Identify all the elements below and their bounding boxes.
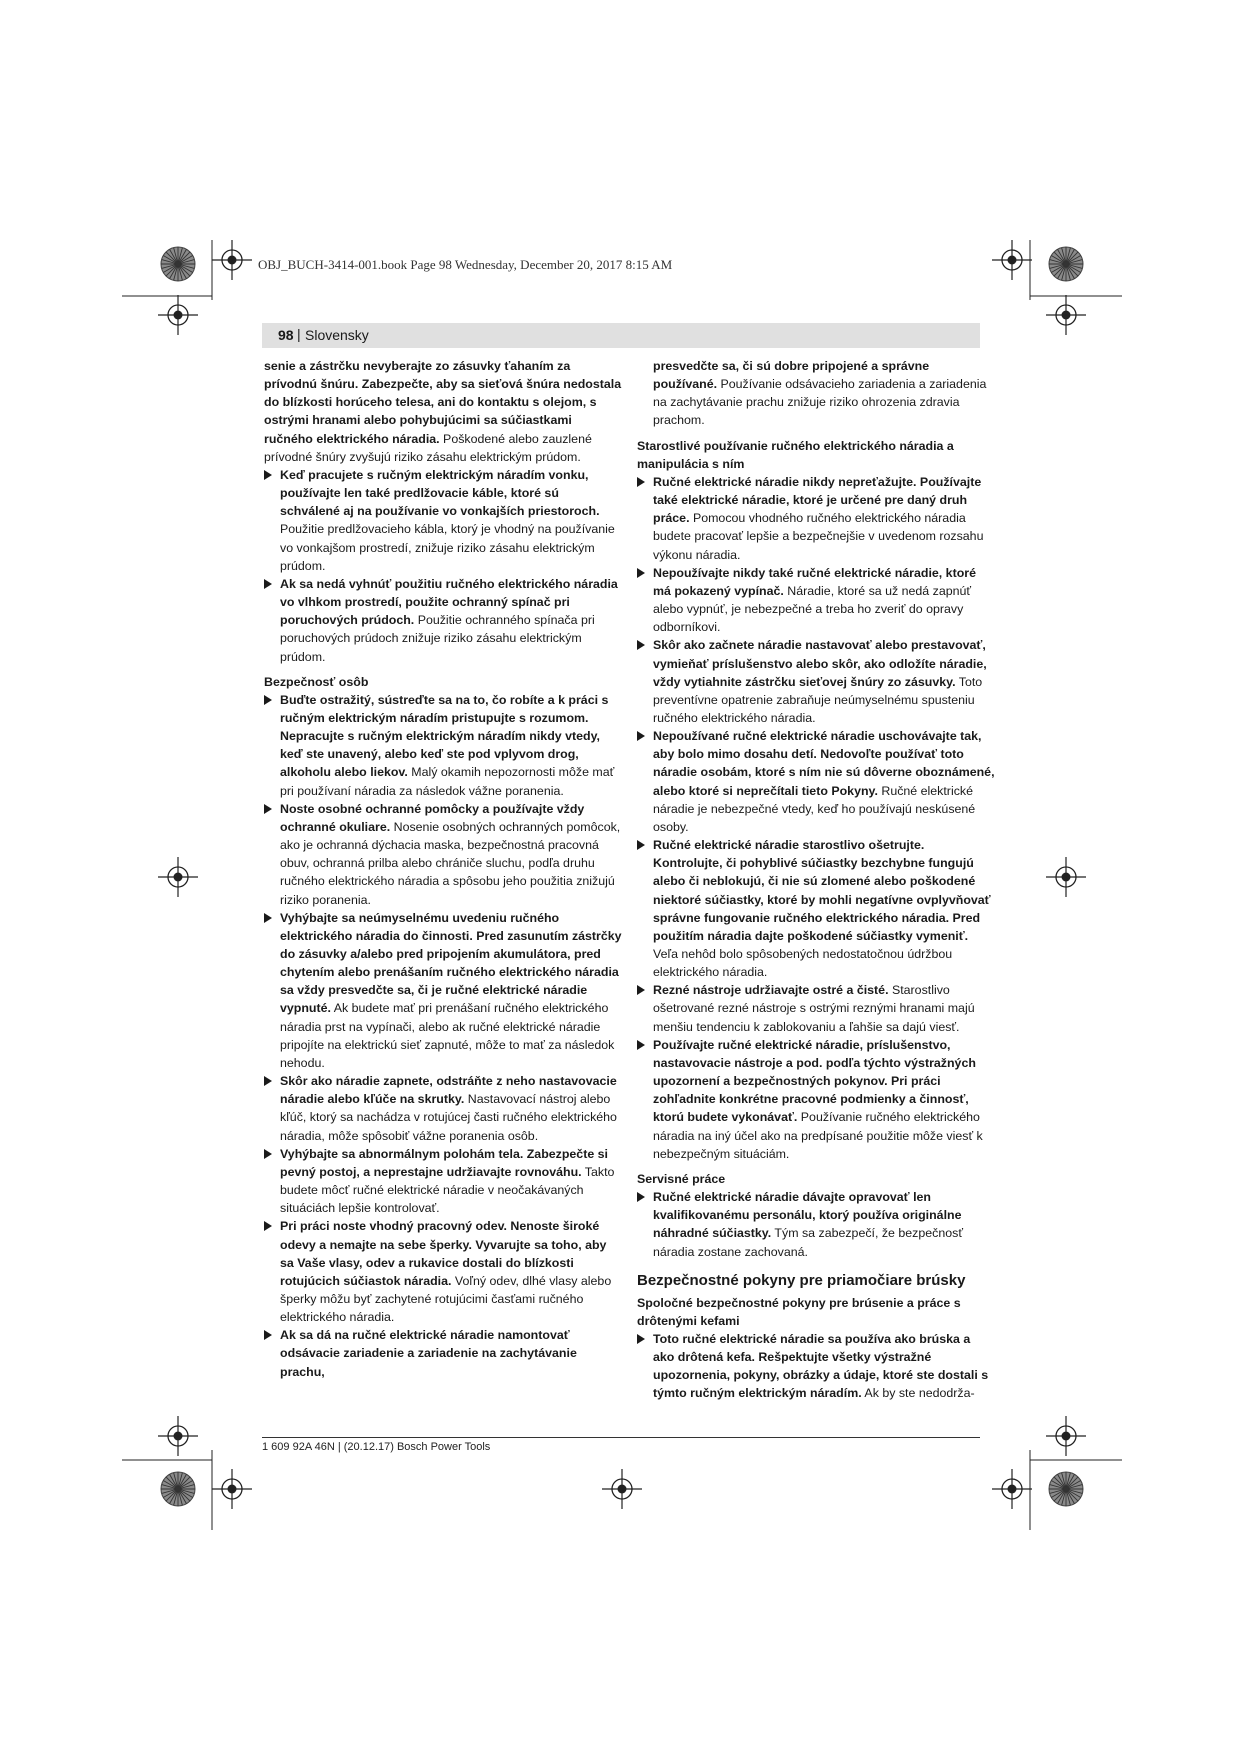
item-bold: Toto ručné elektrické náradie sa používa ako brúska a ako drôtená kefa. Rešpektujte všetky výstražné upozornenia, pokyny, obrázky a údaje, ktoré ste dostali s týmto ručným elektrickým náradím. — [653, 1331, 989, 1401]
intro-bold: senie a zástrčku nevyberajte zo zásuvky ťahaním za prívodnú šnúru. Zabezpečte, aby sa sieťová šnúra nedostala do blízkosti horúceho telesa, ani do kontaktu s olejom, s ostrými hranami alebo pohybujúcimi sa súčiastkami ručného elektrického náradia. — [264, 359, 622, 446]
item-text: Nastavovací nástroj alebo kľúč, ktorý sa nachádza v rotujúcej časti ručného elektrického náradia, môže spôsobiť vážne poranenia osôb. — [280, 1092, 617, 1143]
bullet-triangle-icon — [637, 477, 645, 487]
intro-bold-right: presvedčte sa, či sú dobre pripojené a správne používané. — [653, 359, 930, 392]
item-bold: Ručné elektrické náradie starostlivo ošetrujte. Kontrolujte, či pohyblivé súčiastky bezchybne fungujú alebo či neblokujú, či nie sú zlomené alebo poškodené niektoré súčiastky, ktoré by mohli negatívne ovplyvňovať správne fungovanie ručného elektrického náradia. Pred použitím náradia dajte poškodené súčiastky vymeniť. — [653, 838, 991, 943]
list-item — [264, 909, 622, 1072]
item-bold: Nepoužívajte nikdy také ručné elektrické náradie, ktoré má pokazený vypínač. — [653, 565, 976, 598]
list-item — [264, 466, 622, 575]
right-column — [637, 357, 995, 1403]
header-separator: | — [297, 326, 301, 342]
item-text: Ak by ste nedodrža- — [861, 1386, 975, 1401]
item-text: Ručné elektrické náradie je nebezpečné vtedy, keď ho používajú neskúsené osoby. — [653, 783, 976, 834]
list-item — [637, 1036, 995, 1163]
item-text: Použitie predlžovacieho kábla, ktorý je vhodný na používanie vo vonkajšom prostredí, znižuje riziko zásahu elektrickým prúdom. — [280, 522, 615, 573]
heading-tool-care: Starostlivé používanie ručného elektrického náradia a manipulácia s ním — [637, 438, 954, 471]
item-text: Takto budete môcť ručné elektrické náradie v neočakávaných situáciách lepšie kontrolovať. — [280, 1164, 615, 1216]
page-number: 98 — [278, 327, 294, 343]
star-center — [175, 261, 181, 267]
list-item — [637, 1188, 995, 1261]
item-bold: Vyhýbajte sa abnormálnym polohám tela. Zabezpečte si pevný postoj, a neprestajne udržiavajte rovnováhu. — [280, 1146, 608, 1179]
bullet-triangle-icon — [637, 985, 645, 995]
item-bold: Keď pracujete s ručným elektrickým náradím vonku, používajte len také predlžovacie káble, ktoré sú schválené aj na používanie vo vonkajších priestoroch. — [280, 467, 600, 519]
list-item — [264, 691, 622, 800]
list-item — [637, 836, 995, 981]
item-text: Ak budete mať pri prenášaní ručného elektrického náradia prst na vypínači, alebo ak ručné elektrické náradie pripojíte na elektrickú sieť zapnuté, môže to mať za následok nehodu. — [280, 1001, 615, 1070]
item-bold: Pri práci noste vhodný pracovný odev. Nenoste široké odevy a nemajte na sebe šperky. Vyvarujte sa toho, aby sa Vaše vlasy, odev a rukavice dostali do blízkosti rotujúcich súčiastok náradia. — [280, 1219, 607, 1288]
item-text: Použitie ochranného spínača pri poruchových prúdoch znižuje riziko zásahu elektrickým prúdom. — [280, 613, 595, 664]
list-item — [264, 1217, 622, 1326]
star-center — [1063, 1486, 1069, 1492]
item-bold: Skôr ako náradie zapnete, odstráňte z neho nastavovacie náradie alebo kľúče na skrutky. — [280, 1074, 617, 1107]
left-column — [264, 357, 622, 1381]
item-bold: Noste osobné ochranné pomôcky a používajte vždy ochranné okuliare. — [280, 801, 585, 834]
heading-service: Servisné práce — [637, 1171, 726, 1186]
item-bold: Vyhýbajte sa neúmyselnému uvedeniu ručného elektrického náradia do činnosti. Pred zasunutím zástrčky do zásuvky a/alebo pred pripojením akumulátora, pred chytením alebo prenášaním ručného elektrického náradia sa vždy presvedčte sa, či je ručné elektrické náradie vypnuté. — [280, 910, 622, 1016]
intro-text-right: Používanie odsávacieho zariadenia a zariadenia na zachytávanie prachu znižuje riziko ohrozenia zdravia prachom. — [653, 377, 987, 428]
list-item — [264, 1072, 622, 1145]
bullet-triangle-icon — [264, 1221, 272, 1231]
item-text: Náradie, ktoré sa už nedá zapnúť alebo vypnúť, je nebezpečné a treba ho zveriť do opravy odborníkovi. — [653, 583, 972, 635]
bullet-triangle-icon — [637, 568, 645, 578]
item-bold: Ak sa nedá vyhnúť použitiu ručného elektrického náradia vo vlhkom prostredí, použite ochranný spínač pri poruchových prúdoch. — [280, 576, 618, 628]
item-bold: Nepoužívané ručné elektrické náradie uschovávajte tak, aby bolo mimo dosahu detí. Nedovoľte používať toto náradie osobám, ktoré s ním nie sú dôverne oboznámené, alebo ktoré si neprečítali tieto Pokyny. — [653, 729, 995, 798]
star-center — [175, 1486, 181, 1492]
list-item — [637, 1330, 995, 1403]
item-bold: Ak sa dá na ručné elektrické náradie namontovať odsávacie zariadenie a zariadenie na zachytávanie prachu, — [280, 1328, 577, 1379]
bullet-triangle-icon — [264, 470, 272, 480]
item-text: Tým sa zabezpečí, že bezpečnosť náradia zostane zachovaná. — [653, 1226, 963, 1259]
bullet-triangle-icon — [264, 1076, 272, 1086]
list-item — [637, 473, 995, 564]
bullet-triangle-icon — [264, 804, 272, 814]
list-item — [637, 981, 995, 1035]
list-item — [264, 1326, 622, 1380]
item-text: Pomocou vhodného ručného elektrického náradia budete pracovať lepšie a bezpečnejšie v uvedenom rozsahu výkonu náradia. — [653, 511, 984, 562]
intro-paragraph — [264, 357, 622, 466]
list-item — [637, 636, 995, 727]
item-bold: Buďte ostražitý, sústreďte sa na to, čo robíte a k práci s ručným elektrickým náradím pristupujte s rozumom. Nepracujte s ručným elektrickým náradím nikdy vtedy, keď ste unavený, alebo keď ste pod vplyvom drog, alkoholu alebo liekov. — [280, 692, 609, 780]
bullet-triangle-icon — [264, 1149, 272, 1159]
page-header — [262, 323, 980, 348]
item-text: Malý okamih nepozornosti môže mať pri používaní náradia za následok vážne poranenia. — [280, 765, 615, 798]
item-text: Voľný odev, dlhé vlasy alebo šperky môžu byť zachytené rotujúcimi časťami ručného elektrického náradia. — [280, 1273, 612, 1325]
item-bold: Ručné elektrické náradie nikdy nepreťažujte. Používajte také elektrické náradie, ktoré je určené pre daný druh práce. — [653, 474, 982, 526]
item-text: Toto preventívne opatrenie zabraňuje neúmyselnému spusteniu ručného elektrického náradia. — [653, 674, 983, 725]
footer-rule — [262, 1437, 980, 1438]
bullet-triangle-icon — [637, 731, 645, 741]
item-bold: Rezné nástroje udržiavajte ostré a čisté. — [653, 983, 889, 998]
intro-text: Poškodené alebo zauzlené prívodné šnúry zvyšujú riziko zásahu elektrickým prúdom. — [264, 431, 592, 464]
bullet-triangle-icon — [264, 913, 272, 923]
star-center — [1063, 261, 1069, 267]
bullet-triangle-icon — [264, 695, 272, 705]
bullet-triangle-icon — [637, 1334, 645, 1344]
bullet-triangle-icon — [264, 579, 272, 589]
bullet-triangle-icon — [264, 1330, 272, 1340]
item-bold: Ručné elektrické náradie dávajte opravovať len kvalifikovanému personálu, ktorý používa originálne náhradné súčiastky. — [653, 1190, 962, 1241]
item-bold: Používajte ručné elektrické náradie, príslušenstvo, nastavovacie nástroje a pod. podľa týchto výstražných upozornení a bezpečnostných pokynov. Pri práci zohľadnite konkrétne pracovné podmienky a činnosť, ktorú budete vykonávať. — [653, 1037, 976, 1125]
section-language: Slovensky — [305, 327, 369, 343]
bullet-triangle-icon — [637, 840, 645, 850]
list-item — [264, 575, 622, 666]
bullet-triangle-icon — [637, 1192, 645, 1202]
bullet-triangle-icon — [637, 1040, 645, 1050]
item-text: Veľa nehôd bolo spôsobených nedostatočnou údržbou elektrického náradia. — [653, 947, 953, 980]
heading-grinder-safety: Bezpečnostné pokyny pre priamočiare brúsky — [637, 1271, 966, 1289]
footer-text: 1 609 92A 46N | (20.12.17) Bosch Power Tools — [262, 1441, 491, 1453]
item-text: Nosenie osobných ochranných pomôcok, ako je ochranná dýchacia maska, bezpečnostná pracovná obuv, ochranná prilba alebo chrániče sluchu, podľa druhu ručného elektrického náradia a spôsobu jeho použitia znižujú riziko poranenia. — [280, 819, 621, 907]
list-item — [264, 800, 622, 909]
heading-personal-safety: Bezpečnosť osôb — [264, 674, 369, 689]
item-bold: Skôr ako začnete náradie nastavovať alebo prestavovať, vymieňať príslušenstvo alebo skôr, ako odložíte náradie, vždy vytiahnite zástrčku sieťovej šnúry zo zásuvky. — [653, 638, 987, 689]
bullet-triangle-icon — [637, 640, 645, 650]
item-text: Používanie ručného elektrického náradia na iný účel ako na predpísané použitie môže viesť k nebezpečným situáciám. — [653, 1110, 983, 1161]
list-item — [637, 727, 995, 836]
item-text: Starostlivo ošetrované rezné nástroje s ostrými reznými hranami majú menšiu tendenciu k zablokovaniu a ľahšie sa dajú viesť. — [653, 983, 975, 1034]
heading-common-safety: Spoločné bezpečnostné pokyny pre brúsenie a práce s drôtenými kefami — [637, 1295, 961, 1328]
print-info: OBJ_BUCH-3414-001.book Page 98 Wednesday, December 20, 2017 8:15 AM — [258, 257, 673, 272]
list-item — [264, 1145, 622, 1218]
intro-paragraph-right — [637, 357, 995, 430]
list-item — [637, 564, 995, 637]
